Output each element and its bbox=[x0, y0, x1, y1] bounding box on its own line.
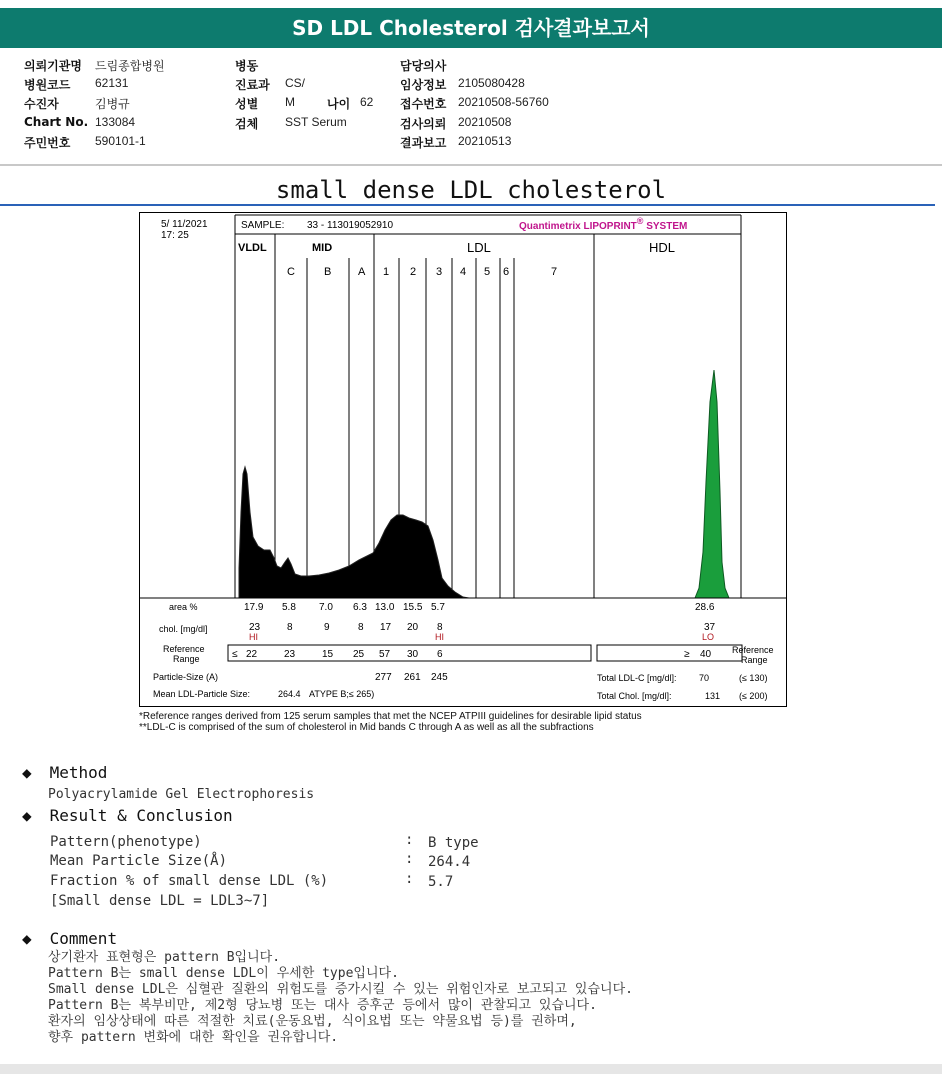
chol-ldl1: 17 bbox=[380, 622, 392, 633]
group-label-ldl: LDL bbox=[467, 240, 491, 255]
info-value-patient: 김병규 bbox=[95, 97, 130, 111]
info-label-department: 진료과 bbox=[235, 78, 270, 92]
info-value-sex: M bbox=[285, 95, 295, 109]
info-label-doctor: 담당의사 bbox=[400, 59, 447, 73]
info-value-request-date: 20210508 bbox=[458, 115, 512, 129]
group-label-hdl: HDL bbox=[649, 240, 676, 255]
result-label-fraction: Fraction % of small dense LDL (%) bbox=[50, 873, 329, 889]
area-midc: 5.8 bbox=[282, 602, 296, 613]
band-label-1: 1 bbox=[383, 266, 390, 278]
result-value-size: 264.4 bbox=[428, 854, 471, 870]
sample-label: SAMPLE: bbox=[241, 220, 285, 231]
total-chol-label: Total Chol. [mg/dl]: bbox=[597, 691, 672, 701]
info-label-report-date: 결과보고 bbox=[400, 136, 447, 150]
report-date: 5/ 11/2021 bbox=[161, 219, 208, 230]
comment-line: 향후 pattern 변화에 대한 확인을 권유합니다. bbox=[48, 1030, 339, 1045]
ref-ldl3: 6 bbox=[437, 649, 443, 660]
info-label-request-date: 검사의뢰 bbox=[400, 117, 447, 131]
row-label-chol: chol. [mg/dl] bbox=[159, 624, 208, 634]
chol-ldl3: 8 bbox=[437, 622, 443, 633]
info-value-report-date: 20210513 bbox=[458, 134, 512, 148]
diamond-bullet-icon: ◆ bbox=[22, 929, 32, 948]
info-label-hospital-code: 병원코드 bbox=[24, 78, 71, 92]
ref-ge-sign: ≥ bbox=[684, 649, 690, 660]
ref-mida: 25 bbox=[353, 649, 365, 660]
comment-line: Small dense LDL은 심혈관 질환의 위험도를 증가시킬 수 있는 위험인자로 보고되고 있습니다. bbox=[48, 982, 633, 997]
result-colon: : bbox=[405, 871, 414, 887]
particle-ldl3: 245 bbox=[431, 672, 448, 683]
report-frame bbox=[140, 213, 787, 707]
band-label-b: B bbox=[324, 266, 332, 278]
area-vldl: 17.9 bbox=[244, 602, 264, 613]
info-value-resident-no: 590101-1 bbox=[95, 134, 146, 148]
area-hdl: 28.6 bbox=[695, 602, 715, 613]
info-value-clinical-info: 2105080428 bbox=[458, 76, 525, 90]
result-label-pattern: Pattern(phenotype) bbox=[50, 834, 202, 850]
band-label-5: 5 bbox=[484, 266, 491, 278]
result-colon: : bbox=[405, 851, 414, 867]
info-label-patient: 수진자 bbox=[24, 97, 59, 111]
mean-value: 264.4 bbox=[278, 689, 301, 699]
right-ref2: Range bbox=[741, 655, 768, 665]
result-value-fraction: 5.7 bbox=[428, 874, 454, 890]
row-label-ref2: Range bbox=[173, 654, 200, 664]
info-label-receipt-no: 접수번호 bbox=[400, 97, 447, 111]
area-ldl3: 5.7 bbox=[431, 602, 445, 613]
ref-le-sign: ≤ bbox=[232, 649, 238, 660]
report-time: 17: 25 bbox=[161, 230, 189, 241]
right-ref1: Reference bbox=[732, 645, 774, 655]
footnotes bbox=[139, 711, 642, 733]
flag-vldl-hi: HI bbox=[249, 632, 258, 642]
info-label-resident-no: 주민번호 bbox=[24, 136, 71, 150]
flag-hdl-lo: LO bbox=[702, 632, 715, 642]
band-label-6: 6 bbox=[503, 266, 510, 278]
group-label-vldl: VLDL bbox=[238, 242, 267, 254]
ref-hdl: 40 bbox=[700, 649, 712, 660]
particle-ldl1: 277 bbox=[375, 672, 392, 683]
band-label-3: 3 bbox=[436, 266, 443, 278]
lipoprint-figure bbox=[139, 212, 787, 708]
info-value-institution: 드림종합병원 bbox=[95, 59, 165, 73]
info-value-specimen: SST Serum bbox=[285, 115, 347, 129]
result-label-size: Mean Particle Size(Å) bbox=[50, 853, 228, 869]
chol-vldl: 23 bbox=[249, 622, 261, 633]
total-ldl-ref: (≤ 130) bbox=[739, 673, 768, 683]
comment-body bbox=[48, 950, 633, 1046]
info-value-hospital-code: 62131 bbox=[95, 76, 129, 90]
chol-midc: 8 bbox=[287, 622, 293, 633]
row-label-particle: Particle-Size (A) bbox=[153, 672, 219, 682]
ref-ldl2: 30 bbox=[407, 649, 419, 660]
area-midb: 7.0 bbox=[319, 602, 333, 613]
diamond-bullet-icon: ◆ bbox=[22, 763, 32, 782]
info-label-specimen: 검체 bbox=[235, 117, 259, 131]
result-heading: ◆ Result & Conclusion bbox=[22, 806, 233, 825]
info-value-chart-no: 133084 bbox=[95, 115, 136, 129]
chol-hdl: 37 bbox=[704, 622, 716, 633]
ref-ldl1: 57 bbox=[379, 649, 391, 660]
lipoprint-logo: Quantimetrix LIPOPRINT® SYSTEM bbox=[519, 216, 688, 232]
diamond-bullet-icon: ◆ bbox=[22, 806, 32, 825]
result-note: [Small dense LDL = LDL3~7] bbox=[50, 893, 270, 909]
comment-line: 상기환자 표현형은 pattern B입니다. bbox=[48, 950, 281, 965]
chol-mida: 8 bbox=[358, 622, 364, 633]
band-label-7: 7 bbox=[551, 266, 558, 278]
total-ldl-label: Total LDL-C [mg/dl]: bbox=[597, 673, 677, 683]
info-value-department: CS/ bbox=[285, 76, 306, 90]
lipoprint-report bbox=[139, 212, 787, 708]
ref-midc: 23 bbox=[284, 649, 296, 660]
ref-midb: 15 bbox=[322, 649, 334, 660]
divider bbox=[0, 164, 942, 166]
row-label-area: area % bbox=[169, 602, 198, 612]
chol-midb: 9 bbox=[324, 622, 330, 633]
total-chol-ref: (≤ 200) bbox=[739, 691, 768, 701]
area-mida: 6.3 bbox=[353, 602, 367, 613]
row-label-ref1: Reference bbox=[163, 644, 205, 654]
comment-line: 환자의 임상상태에 따른 적절한 치료(운동요법, 식이요법 또는 약물요법 등)를 권하며, bbox=[48, 1014, 577, 1029]
ref-vldl: 22 bbox=[246, 649, 258, 660]
band-label-a: A bbox=[358, 266, 366, 278]
bottom-bar bbox=[0, 1064, 942, 1074]
method-text: Polyacrylamide Gel Electrophoresis bbox=[48, 787, 315, 802]
band-label-c: C bbox=[287, 266, 295, 278]
sample-value: 33 - 113019052910 bbox=[307, 220, 394, 231]
chol-ldl2: 20 bbox=[407, 622, 419, 633]
area-ldl1: 13.0 bbox=[375, 602, 395, 613]
title-underline bbox=[0, 204, 935, 206]
info-label-institution: 의뢰기관명 bbox=[24, 59, 82, 73]
band-label-2: 2 bbox=[410, 266, 417, 278]
row-label-mean: Mean LDL-Particle Size: bbox=[153, 689, 251, 699]
footnote-2: **LDL-C is comprised of the sum of cholesterol in Mid bands C through A as well as all the subfractions bbox=[139, 722, 594, 733]
mean-type: ATYPE B;≤ 265) bbox=[309, 689, 375, 699]
method-heading: ◆ Method bbox=[22, 763, 108, 782]
comment-line: Pattern B는 복부비만, 제2형 당뇨병 또는 대사 증후군 등에서 많이 관찰되고 있습니다. bbox=[48, 998, 597, 1013]
comment-line: Pattern B는 small dense LDL이 우세한 type입니다. bbox=[48, 966, 399, 981]
particle-sizes bbox=[375, 672, 448, 683]
info-label-age: 나이 bbox=[327, 97, 351, 111]
total-ldl-value: 70 bbox=[699, 673, 710, 683]
band-label-4: 4 bbox=[460, 266, 467, 278]
group-label-mid: MID bbox=[312, 242, 333, 254]
patient-info bbox=[22, 55, 922, 155]
info-value-age: 62 bbox=[360, 95, 374, 109]
info-label-chart-no: Chart No. bbox=[24, 115, 89, 129]
result-colon: : bbox=[405, 832, 414, 848]
section-title: small dense LDL cholesterol bbox=[275, 176, 667, 204]
flag-ldl3-hi: HI bbox=[435, 632, 444, 642]
info-value-receipt-no: 20210508-56760 bbox=[458, 95, 549, 109]
result-value-pattern: B type bbox=[428, 835, 479, 851]
total-chol-value: 131 bbox=[705, 691, 721, 701]
info-label-clinical-info: 임상정보 bbox=[400, 78, 447, 92]
particle-ldl2: 261 bbox=[404, 672, 421, 683]
area-ldl2: 15.5 bbox=[403, 602, 423, 613]
info-label-sex: 성별 bbox=[235, 97, 259, 111]
info-label-ward: 병동 bbox=[235, 59, 259, 73]
report-title: SD LDL Cholesterol 검사결과보고서 bbox=[0, 8, 942, 48]
comment-heading: ◆ Comment bbox=[22, 929, 118, 948]
footnote-1: *Reference ranges derived from 125 serum samples that met the NCEP ATPIII guidelines for desirable lipid status bbox=[139, 711, 642, 722]
